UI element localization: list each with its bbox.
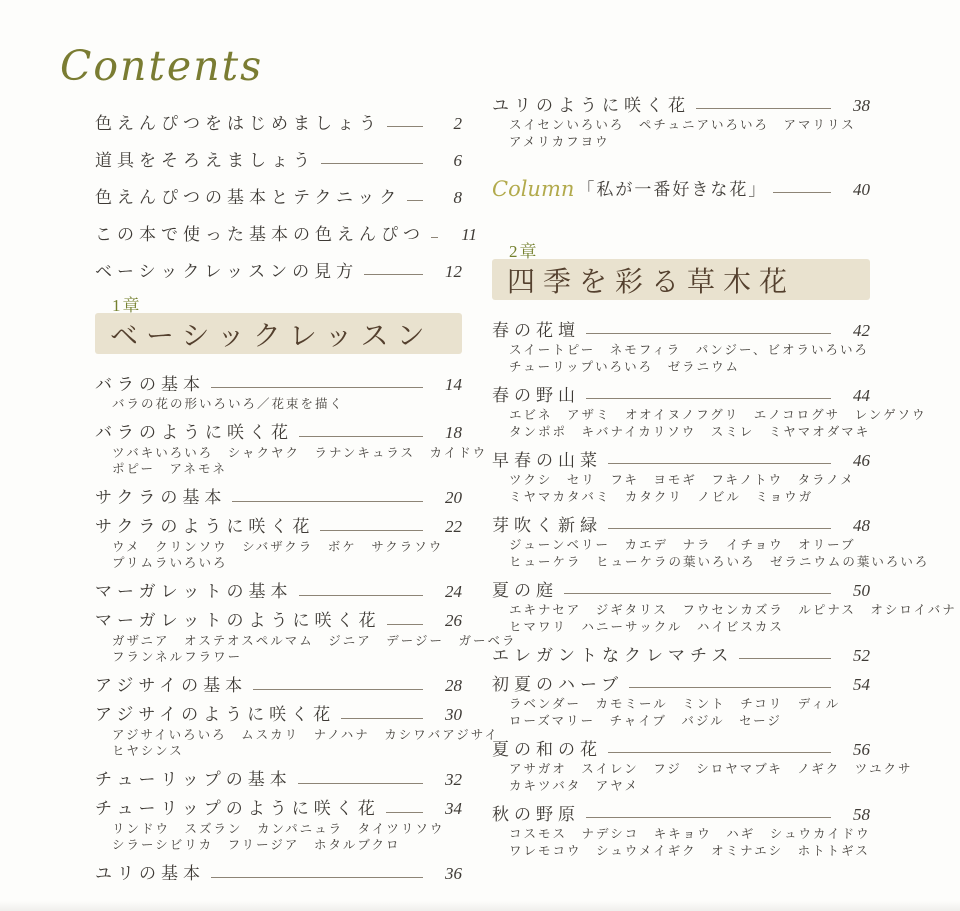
- leader-line: [580, 380, 840, 406]
- column-note-row: [492, 172, 870, 200]
- toc-entry: [95, 606, 517, 666]
- toc-entry: [95, 512, 462, 572]
- toc-entry: [95, 765, 462, 791]
- toc-entry: [492, 315, 870, 375]
- entry-title: チューリップの基本: [95, 770, 292, 790]
- entry-page-number: 24: [445, 582, 462, 602]
- entry-subs: [509, 761, 913, 794]
- entry-title: アジサイのように咲く花: [95, 705, 336, 725]
- entry-sub-line: エビネ アザミ オオイヌノフグリ エノコログサ レンゲソウ: [509, 408, 927, 422]
- entry-title: 色えんぴつの基本とテクニック: [95, 187, 402, 207]
- entry-title: この本で使った基本の色えんぴつ: [95, 224, 425, 244]
- left-column: [60, 42, 517, 888]
- toc-entry: [95, 700, 499, 760]
- entry-sub-line: ワレモコウ シュウメイギク オミナエシ ホトトギス: [509, 843, 870, 858]
- entry-page-number: 44: [853, 385, 870, 405]
- entry-subs: [509, 407, 927, 440]
- leader-line: [690, 90, 840, 116]
- entry-main-row: [492, 510, 870, 536]
- leader-line: [247, 671, 432, 697]
- entry-main-row: [492, 380, 870, 406]
- entry-sub-line: ヒューケラ ヒューケラの葉いろいろ ゼラニウムの葉いろいろ: [509, 554, 930, 569]
- entry-main-row: [492, 575, 870, 601]
- entry-sub-line: タンポポ キバナイカリソウ スミレ ミヤマオダマキ: [509, 424, 871, 439]
- entry-title: マーガレットのように咲く花: [95, 611, 381, 631]
- leader-line: [314, 512, 432, 538]
- entry-page-number: 22: [445, 517, 462, 537]
- entry-main-row: [492, 315, 870, 341]
- entry-page-number: 12: [445, 261, 462, 281]
- entry-page-number: 18: [445, 423, 462, 443]
- intro-list: [95, 107, 477, 282]
- entry-page-number: 48: [853, 515, 870, 535]
- entry-sub-line: アサガオ スイレン フジ シロヤマブキ ノギク ツユクサ: [509, 762, 913, 776]
- toc-entry: [95, 218, 477, 245]
- entry-sub-line: バラの花の形いろいろ／花束を描く: [112, 397, 345, 411]
- leader-line: [293, 418, 432, 444]
- entry-sub-line: アジサイいろいろ ムスカリ ナノハナ カシワバアジサイ: [112, 727, 499, 742]
- entry-sub-line: ツバキいろいろ シャクヤク ラナンキュラス カイドウ: [112, 445, 488, 460]
- entry-main-row: [492, 445, 870, 471]
- entry-main-row: [95, 369, 462, 395]
- entry-page-number: 32: [445, 770, 462, 790]
- entry-main-row: [95, 483, 462, 509]
- entry-sub-line: ローズマリー チャイブ バジル セージ: [509, 713, 782, 728]
- entry-page-number: 58: [853, 804, 870, 824]
- entry-sub-line: ジューンベリー カエデ ナラ イチョウ オリーブ: [509, 538, 856, 552]
- leader-line: [380, 794, 432, 820]
- entry-sub-line: カキツバタ アヤメ: [509, 778, 640, 793]
- entry-page-number: 2: [453, 113, 462, 133]
- entry-page-number: 14: [445, 374, 462, 394]
- entry-title: エレガントなクレマチス: [492, 645, 734, 665]
- entry-sub-line: チューリップいろいろ ゼラニウム: [509, 359, 741, 374]
- entry-title: バラの基本: [95, 374, 205, 394]
- right-top-entry-list: [492, 90, 870, 150]
- entry-page-number: 26: [445, 611, 462, 631]
- leader-line: [602, 734, 840, 760]
- leader-line: [205, 859, 432, 885]
- entry-subs: [509, 117, 870, 150]
- entry-title: ベーシックレッスンの見方: [95, 261, 359, 281]
- leader-line: [335, 700, 432, 726]
- chapter1-bar: [95, 313, 462, 354]
- entry-subs: [509, 537, 930, 570]
- entry-title: 道具をそろえましょう: [95, 150, 315, 170]
- leader-line: [293, 577, 433, 603]
- entry-page-number: 8: [453, 187, 462, 207]
- column-note-label: Column: [492, 177, 575, 201]
- entry-title: 春の野山: [492, 385, 580, 405]
- leader-line: [623, 669, 840, 695]
- entry-subs: [509, 342, 870, 375]
- entry-page-number: 28: [445, 676, 462, 696]
- entry-title: 秋の野原: [492, 804, 580, 824]
- entry-title: 早春の山菜: [492, 450, 602, 470]
- entry-page-number: 30: [445, 705, 462, 725]
- entry-sub-line: ラベンダー カモミール ミント チコリ ディル: [509, 697, 841, 711]
- entry-subs: [112, 445, 488, 478]
- entry-main-row: [95, 418, 462, 444]
- entry-subs: [509, 696, 870, 729]
- entry-sub-line: ウメ クリンソウ シバザクラ ボケ サクラソウ: [112, 539, 444, 554]
- entry-main-row: [95, 512, 462, 538]
- entry-sub-line: スイートピー ネモフィラ パンジー、ビオラいろいろ: [509, 343, 869, 357]
- entry-page-number: 36: [445, 864, 462, 884]
- chapter1-entry-list: [95, 369, 517, 885]
- leader-line: [602, 510, 840, 536]
- entry-page-number: 56: [853, 739, 870, 759]
- toc-entry: [492, 799, 870, 859]
- entry-main-row: [95, 577, 462, 603]
- toc-entry: [492, 445, 870, 505]
- entry-sub-line: アメリカフヨウ: [509, 134, 610, 149]
- entry-page-number: 34: [445, 799, 462, 819]
- entry-title: ユリの基本: [95, 864, 205, 884]
- entry-title: 春の花壇: [492, 320, 580, 340]
- entry-sub-line: ヒヤシンス: [112, 744, 184, 758]
- toc-entry: [95, 859, 462, 885]
- entry-page-number: 38: [853, 95, 870, 115]
- entry-subs: [112, 633, 517, 666]
- toc-entry: [492, 510, 930, 570]
- leader-line: [292, 765, 432, 791]
- entry-sub-line: エキナセア ジギタリス フウセンカズラ ルピナス オシロイバナ: [509, 603, 957, 617]
- entry-subs: [112, 821, 462, 854]
- column-note-page-number: 40: [853, 179, 870, 199]
- entry-main-row: [95, 606, 462, 632]
- toc-entry: [492, 734, 913, 794]
- entry-main-row: [492, 669, 870, 695]
- entry-title: 夏の和の花: [492, 739, 602, 759]
- entry-sub-line: プリムラいろいろ: [112, 556, 228, 570]
- leader-line: [425, 218, 447, 245]
- chapter1-block: [95, 296, 462, 354]
- contents-title: Contents: [60, 42, 264, 90]
- entry-main-row: [95, 765, 462, 791]
- entry-title: ユリのように咲く花: [492, 95, 690, 115]
- toc-entry: [95, 369, 462, 413]
- toc-entry: [95, 577, 462, 603]
- entry-page-number: 46: [853, 450, 870, 470]
- toc-entry: [95, 418, 488, 478]
- entry-title: アジサイの基本: [95, 676, 248, 696]
- entry-page-number: 11: [461, 224, 477, 244]
- entry-subs: [509, 826, 870, 859]
- toc-entry: [95, 794, 462, 854]
- entry-subs: [509, 602, 957, 635]
- toc-entry: [95, 483, 462, 509]
- column-note-title: 「私が一番好きな花」: [577, 179, 768, 199]
- chapter2-bar: [492, 259, 870, 300]
- toc-entry: [492, 669, 870, 729]
- entry-sub-line: スイセンいろいろ ペチュニアいろいろ アマリリス: [509, 118, 856, 132]
- entry-sub-line: シラーシビリカ フリージア ホタルブクロ: [112, 838, 401, 852]
- entry-sub-line: ツクシ セリ フキ ヨモギ フキノトウ タラノメ: [509, 473, 855, 487]
- entry-subs: [112, 727, 499, 760]
- entry-main-row: [492, 799, 870, 825]
- entry-main-row: [95, 671, 462, 697]
- leader-line: [381, 606, 433, 632]
- leader-line: [602, 445, 840, 471]
- entry-sub-line: リンドウ スズラン カンパニュラ タイツリソウ: [112, 821, 445, 836]
- entry-subs: [112, 539, 462, 572]
- entry-title: 夏の庭: [492, 580, 558, 600]
- entry-subs: [112, 396, 462, 413]
- entry-page-number: 52: [853, 645, 870, 665]
- entry-subs: [509, 472, 870, 505]
- entry-sub-line: フランネルフラワー: [112, 650, 243, 664]
- toc-entry: [492, 90, 870, 150]
- entry-title: サクラの基本: [95, 488, 227, 508]
- leader-line: [401, 181, 432, 208]
- entry-page-number: 20: [445, 488, 462, 508]
- entry-main-row: [492, 90, 870, 116]
- toc-entry: [492, 380, 927, 440]
- toc-entry: [95, 144, 462, 171]
- leader-line: [580, 315, 840, 341]
- entry-main-row: [95, 859, 462, 885]
- chapter2-number: 2章: [509, 242, 539, 261]
- entry-title: チューリップのように咲く花: [95, 799, 380, 819]
- entry-page-number: 6: [453, 150, 462, 170]
- entry-title: 初夏のハーブ: [492, 674, 624, 694]
- entry-main-row: [492, 734, 870, 760]
- leader-line: [733, 640, 840, 666]
- chapter2-entry-list: [492, 315, 957, 859]
- leader-line: [767, 172, 840, 200]
- chapter1-number: 1章: [112, 296, 142, 315]
- entry-main-row: [492, 640, 870, 666]
- entry-sub-line: ミヤマカタバミ カタクリ ノビル ミョウガ: [509, 489, 814, 504]
- chapter1-title: ベーシックレッスン: [110, 320, 433, 352]
- entry-main-row: [95, 700, 462, 726]
- entry-page-number: 42: [853, 320, 870, 340]
- toc-entry: [95, 671, 462, 697]
- entry-main-row: [95, 794, 462, 820]
- toc-entry: [95, 107, 462, 134]
- leader-line: [226, 483, 432, 509]
- leader-line: [358, 255, 432, 282]
- entry-page-number: 54: [853, 674, 870, 694]
- leader-line: [381, 107, 432, 134]
- toc-entry: [95, 181, 462, 208]
- entry-sub-line: コスモス ナデシコ キキョウ ハギ シュウカイドウ: [509, 827, 871, 841]
- entry-page-number: 50: [853, 580, 870, 600]
- leader-line: [580, 799, 840, 825]
- toc-entry: [492, 640, 870, 666]
- leader-line: [205, 369, 432, 395]
- entry-title: 芽吹く新緑: [492, 515, 602, 535]
- leader-line: [315, 144, 432, 171]
- entry-title: バラのように咲く花: [95, 423, 293, 443]
- toc-entry: [95, 255, 462, 282]
- chapter2-block: [492, 242, 870, 300]
- toc-entry: [492, 575, 957, 635]
- entry-title: マーガレットの基本: [95, 582, 293, 602]
- entry-title: サクラのように咲く花: [95, 517, 315, 537]
- entry-sub-line: ヒマワリ ハニーサックル ハイビスカス: [509, 619, 784, 634]
- entry-sub-line: ガザニア オステオスペルマム ジニア デージー ガーベラ: [112, 633, 517, 648]
- chapter2-title: 四季を彩る草木花: [507, 266, 796, 298]
- entry-title: 色えんぴつをはじめましょう: [95, 113, 381, 133]
- entry-sub-line: ポピー アネモネ: [112, 462, 228, 476]
- leader-line: [558, 575, 840, 601]
- right-column: [492, 90, 957, 864]
